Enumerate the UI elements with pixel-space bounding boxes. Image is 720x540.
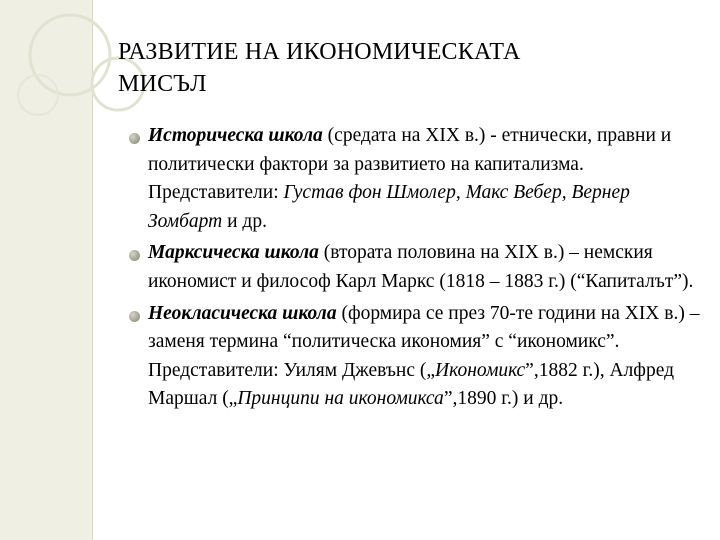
school-name: Историческа школа (148, 125, 323, 146)
representatives: Густав фон Шмолер, Макс Вебер, Вернер Зомбарт (148, 182, 630, 232)
bullet-text: (формира се през 70-те години на XIX в.) – заменя термина “политическа икономия” с “икономикс”. Представители: Уилям Джевънс („ (148, 302, 700, 381)
bullet-dot-icon (129, 133, 140, 144)
title-line-1: РАЗВИТИЕ НА ИКОНОМИЧЕСКАТА (118, 39, 521, 65)
bullet-text-end: ”,1890 г.) и др. (443, 388, 564, 410)
bullet-list (148, 122, 703, 417)
school-name: Марксическа школа (148, 242, 319, 264)
school-name: Неокласическа школа (148, 302, 337, 324)
book-title: Принципи на икономикса (237, 388, 444, 410)
bullet-text: (втората половина на XIX в.) – немския икономист и философ Карл Маркс (1818 – 1883 г.) (“Капиталът”). (148, 242, 694, 292)
bullet-item-historical (148, 122, 703, 236)
bullet-dot-icon (129, 250, 140, 261)
bullet-item-marxist (148, 239, 703, 296)
title-line-2: МИСЪЛ (118, 71, 207, 97)
book-title: Икономикс (435, 359, 526, 381)
bullet-text-end: и др. (222, 210, 267, 232)
bullet-dot-icon (129, 311, 140, 322)
slide-title (118, 36, 678, 100)
bullet-text-middle: ”,1882 г.), Алфред Маршал („ (148, 359, 675, 410)
bullet-text: (средата на XIX в.) - етнически, правни и политически фактори за развитието на капитализма. Представители: (148, 125, 672, 204)
bullet-item-neoclassical (148, 300, 703, 414)
